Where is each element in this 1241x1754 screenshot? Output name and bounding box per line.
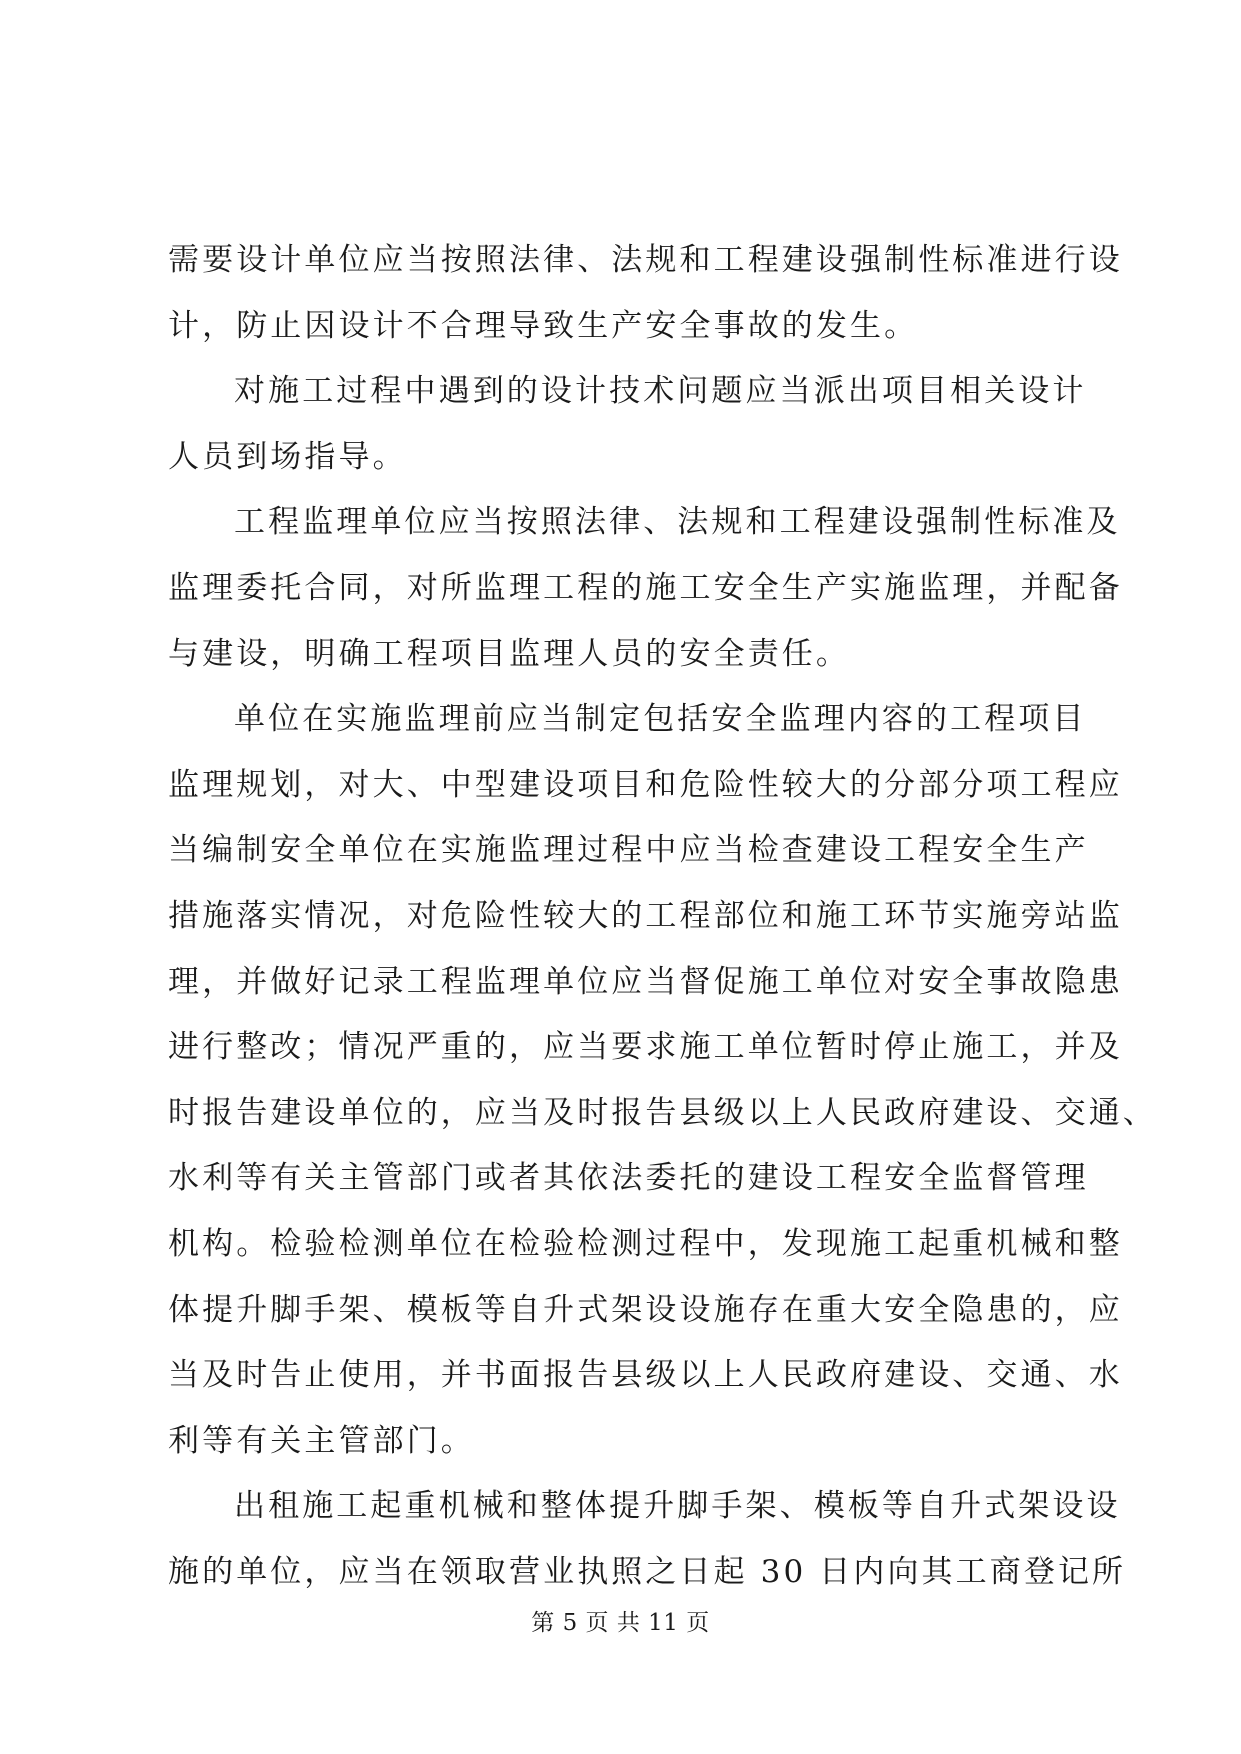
text-line: 当编制安全单位在实施监理过程中应当检查建设工程安全生产: [168, 832, 1089, 869]
text-line: 工程监理单位应当按照法律、法规和工程建设强制性标准及: [234, 504, 1121, 541]
text-line: 监理委托合同，对所监理工程的施工安全生产实施监理，并配备: [168, 569, 1123, 606]
text-line: 对施工过程中遇到的设计技术问题应当派出项目相关设计: [234, 373, 1087, 410]
text-line: 人员到场指导。: [168, 438, 407, 475]
page-number-footer: 第 5 页 共 11 页: [531, 1610, 710, 1636]
text-line: 时报告建设单位的，应当及时报告县级以上人民政府建设、交通、: [168, 1094, 1157, 1131]
text-line: 施的单位，应当在领取营业执照之日起 30 日内向其工商登记所: [168, 1553, 1127, 1590]
text-line: 当及时告止使用，并书面报告县级以上人民政府建设、交通、水: [168, 1357, 1123, 1394]
text-line: 理，并做好记录工程监理单位应当督促施工单位对安全事故隐患: [168, 963, 1123, 1000]
text-line: 机构。检验检测单位在检验检测过程中，发现施工起重机械和整: [168, 1225, 1123, 1262]
text-line: 措施落实情况，对危险性较大的工程部位和施工环节实施旁站监: [168, 897, 1123, 934]
text-line: 与建设，明确工程项目监理人员的安全责任。: [168, 635, 850, 672]
text-line: 进行整改；情况严重的，应当要求施工单位暂时停止施工，并及: [168, 1029, 1123, 1066]
text-line: 计，防止因设计不合理导致生产安全事故的发生。: [168, 307, 919, 344]
text-line: 单位在实施监理前应当制定包括安全监理内容的工程项目: [234, 701, 1087, 738]
text-line: 需要设计单位应当按照法律、法规和工程建设强制性标准进行设: [168, 242, 1123, 278]
text-line: 出租施工起重机械和整体提升脚手架、模板等自升式架设设: [234, 1488, 1121, 1525]
text-line: 利等有关主管部门。: [168, 1422, 475, 1459]
text-line: 体提升脚手架、模板等自升式架设设施存在重大安全隐患的，应: [168, 1291, 1123, 1328]
text-line: 监理规划，对大、中型建设项目和危险性较大的分部分项工程应: [168, 766, 1123, 803]
text-line: 水利等有关主管部门或者其依法委托的建设工程安全监督管理: [168, 1160, 1089, 1197]
body-text: [168, 228, 1157, 1605]
